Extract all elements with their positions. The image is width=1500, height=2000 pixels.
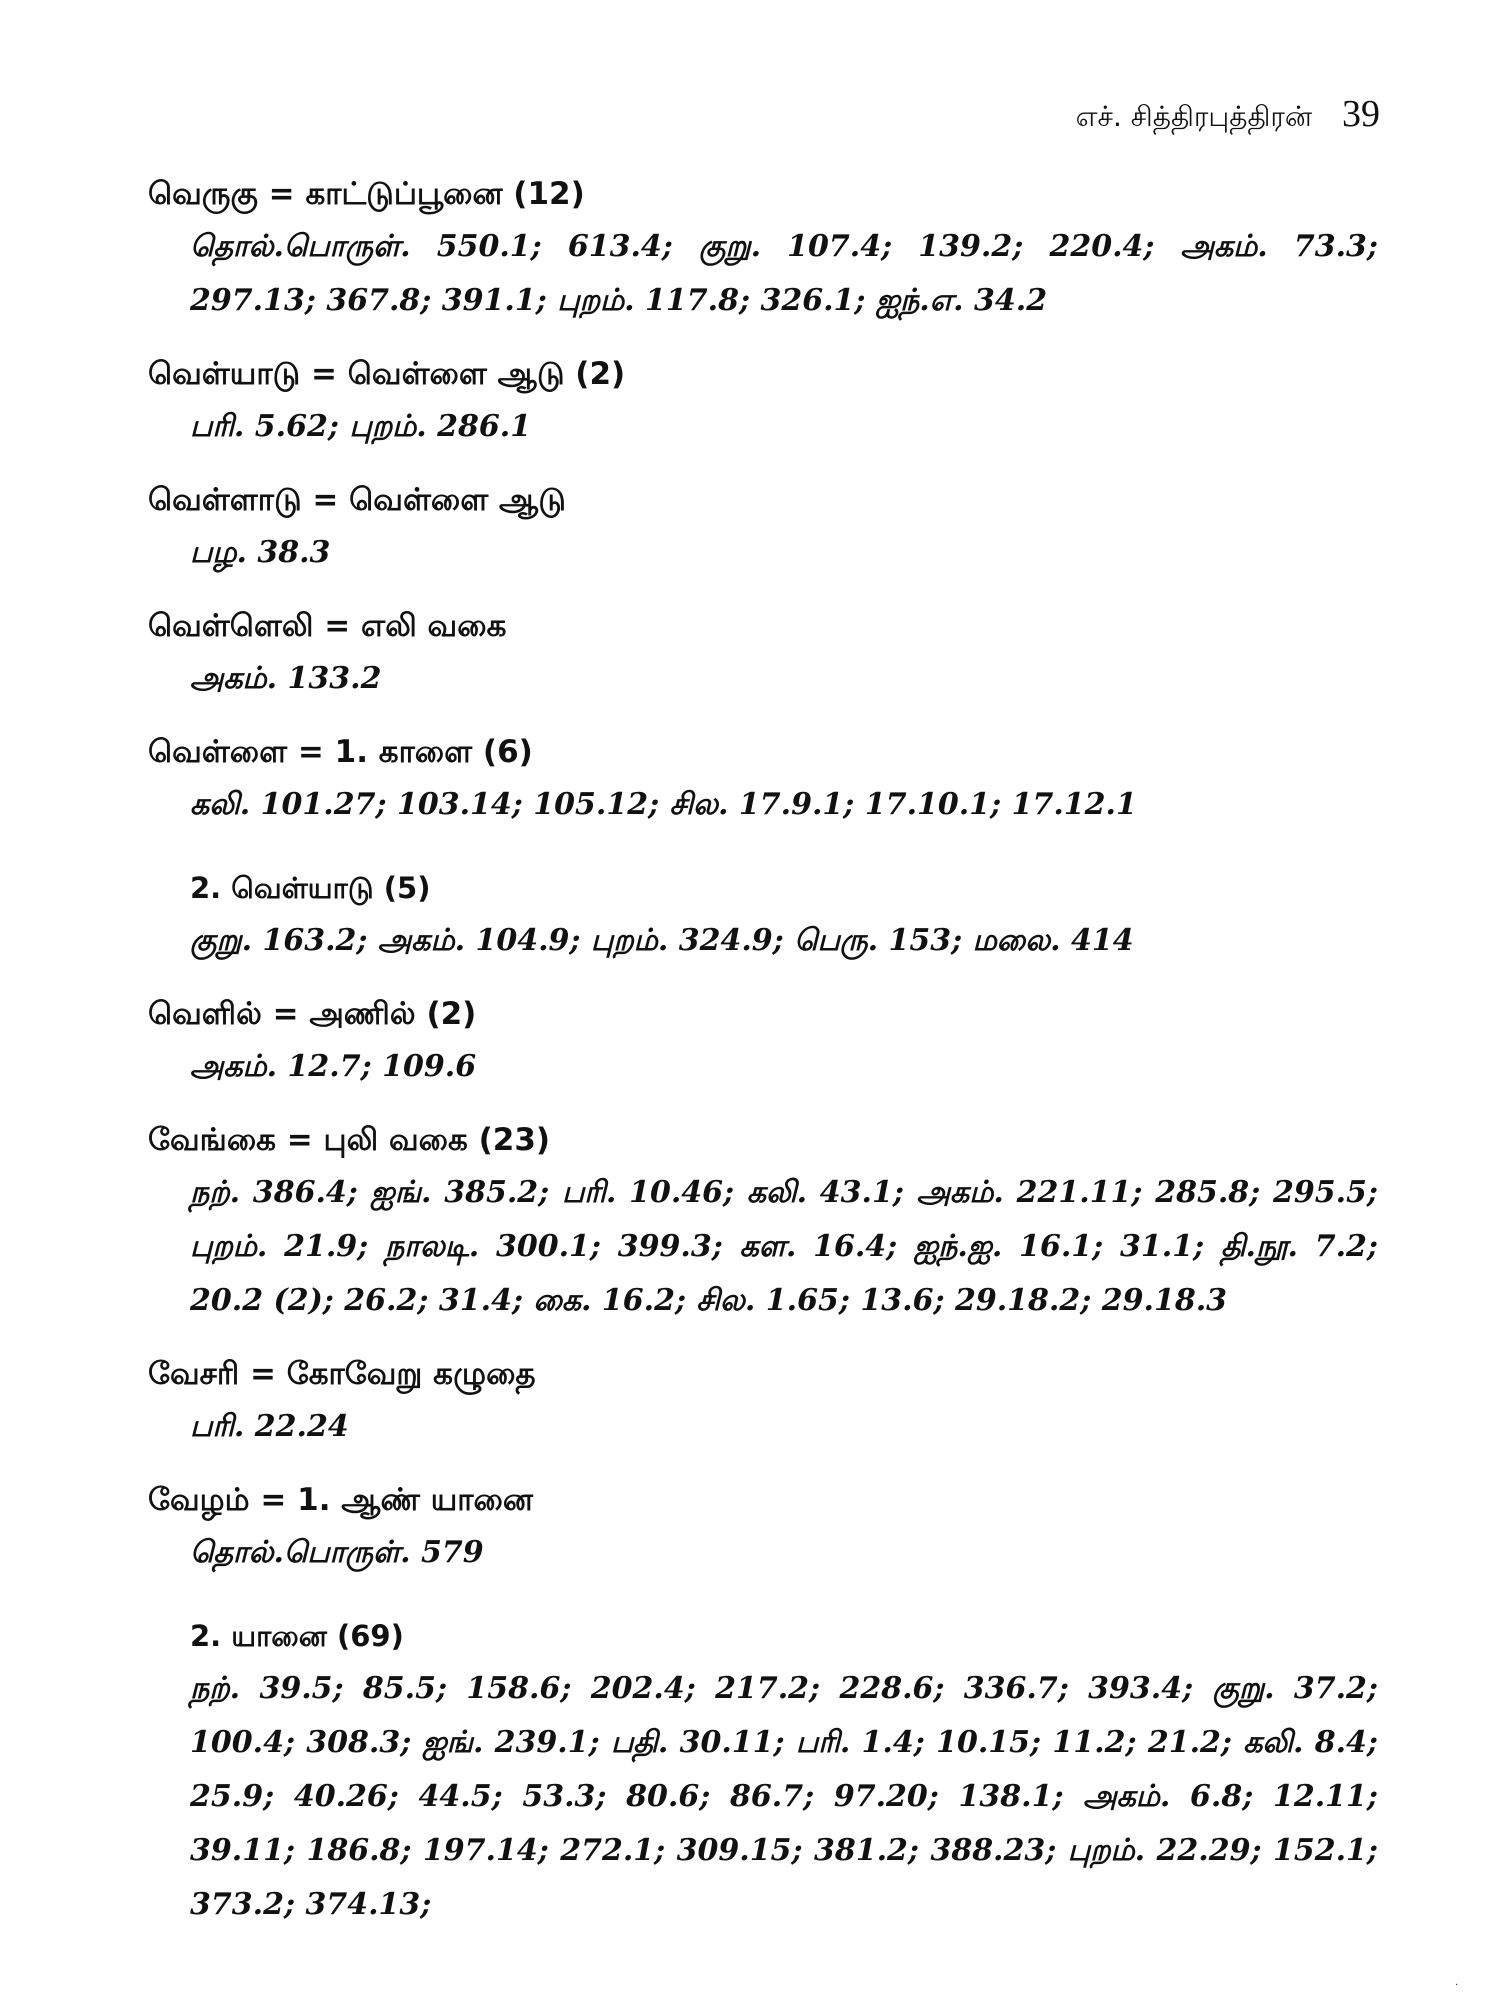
entry-references: அகம். 12.7; 109.6 — [190, 1049, 477, 1084]
glossary-entry — [148, 168, 1378, 328]
entry-headword: வேங்கை = புலி வகை (23) — [148, 1122, 551, 1158]
sub-entry-headword: 2. யானை (69) — [190, 1619, 404, 1653]
entry-headword: வெள்ளை = 1. காளை (6) — [148, 734, 533, 770]
glossary-sub-entry — [148, 862, 1378, 968]
entry-references: தொல்.பொருள். 550.1; 613.4; குறு. 107.4; 139.2; 220.4; அகம். 73.3; 297.13; 367.8; 391.1; புறம். 117.8; 326.1; ஐந்.எ. 34.2 — [190, 229, 1378, 318]
glossary-entry — [148, 348, 1378, 454]
entry-references: பரி. 5.62; புறம். 286.1 — [190, 409, 532, 444]
entry-references: அகம். 133.2 — [190, 661, 382, 696]
glossary-entry — [148, 474, 1378, 580]
entry-headword: வெள்யாடு = வெள்ளை ஆடு (2) — [148, 356, 626, 392]
page-number: 39 — [1342, 93, 1380, 135]
glossary-entry — [148, 1474, 1378, 1580]
scan-speck: · — [1455, 1980, 1459, 1991]
running-head-author: எச். சித்திரபுத்திரன் — [1075, 100, 1312, 133]
entry-headword: வெள்ளாடு = வெள்ளை ஆடு — [148, 482, 566, 518]
sub-entry-headword: 2. வெள்யாடு (5) — [190, 871, 431, 905]
glossary-entry — [148, 1348, 1378, 1454]
glossary-entry — [148, 726, 1378, 832]
entry-headword: வெளில் = அணில் (2) — [148, 996, 477, 1032]
entry-references: தொல்.பொருள். 579 — [190, 1535, 484, 1570]
glossary-sub-entry — [148, 1610, 1378, 1932]
sub-entry-references: குறு. 163.2; அகம். 104.9; புறம். 324.9; பெரு. 153; மலை. 414 — [190, 923, 1134, 958]
entry-headword: வேசரி = கோவேறு கழுதை — [148, 1356, 536, 1392]
glossary-entries — [148, 168, 1378, 1952]
entry-references: நற். 386.4; ஐங். 385.2; பரி. 10.46; கலி. 43.1; அகம். 221.11; 285.8; 295.5; புறம். 21.9; நாலடி. 300.1; 399.3; கள. 16.4; ஐந்.ஐ. 16.1; 31.1; தி.நூ. 7.2; 20.2 (2); 26.2; 31.4; கை. 16.2; சில. 1.65; 13.6; 29.18.2; 29.18.3 — [190, 1175, 1378, 1318]
entry-references: பரி. 22.24 — [190, 1409, 349, 1444]
entry-headword: வேழம் = 1. ஆண் யானை — [148, 1482, 533, 1518]
entry-references: கலி. 101.27; 103.14; 105.12; சில. 17.9.1; 17.10.1; 17.12.1 — [190, 787, 1137, 822]
glossary-entry — [148, 600, 1378, 706]
entry-headword: வெள்ளெலி = எலி வகை — [148, 608, 507, 644]
glossary-entry — [148, 988, 1378, 1094]
entry-references: பழ. 38.3 — [190, 535, 331, 570]
glossary-entry — [148, 1114, 1378, 1328]
sub-entry-references: நற். 39.5; 85.5; 158.6; 202.4; 217.2; 228.6; 336.7; 393.4; குறு. 37.2; 100.4; 308.3; ஐங். 239.1; பதி. 30.11; பரி. 1.4; 10.15; 11.2; 21.2; கலி. 8.4; 25.9; 40.26; 44.5; 53.3; 80.6; 86.7; 97.20; 138.1; அகம். 6.8; 12.11; 39.11; 186.8; 197.14; 272.1; 309.15; 381.2; 388.23; புறம். 22.29; 152.1; 373.2; 374.13; — [190, 1671, 1378, 1922]
entry-headword: வெருகு = காட்டுப்பூனை (12) — [148, 176, 585, 212]
running-head — [1076, 92, 1380, 137]
